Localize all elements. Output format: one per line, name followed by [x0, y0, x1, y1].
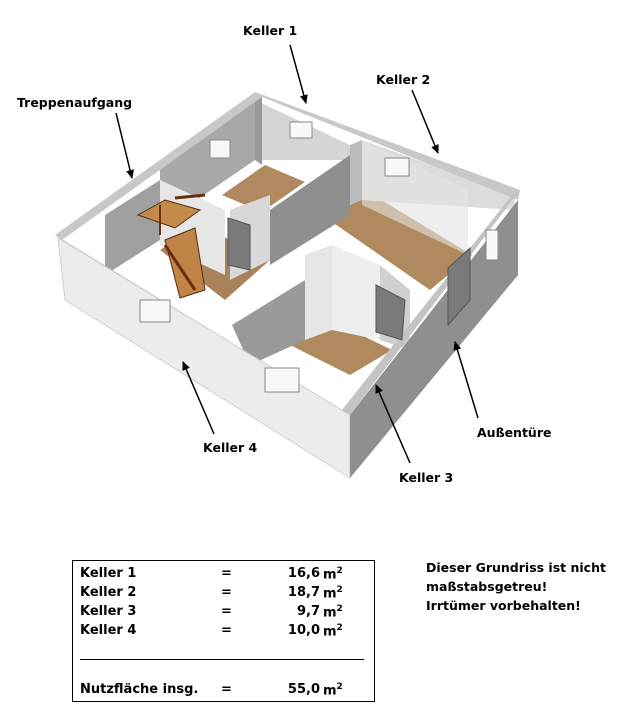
table-divider — [80, 659, 364, 660]
row-equals: = — [221, 585, 232, 600]
row-equals: = — [221, 623, 232, 638]
row-value: 18,7 — [287, 585, 320, 600]
row-name: Keller 2 — [80, 585, 137, 600]
row-equals: = — [221, 604, 232, 619]
row-unit: $m^2$ — [323, 623, 343, 640]
row-equals: = — [221, 566, 232, 581]
label-keller4: Keller 4 — [203, 440, 258, 455]
row-value: 10,0 — [287, 623, 320, 638]
table-total-row — [73, 682, 374, 700]
window-icon — [265, 368, 299, 392]
row-value: 9,7 — [296, 604, 320, 619]
total-unit: $m^2$ — [323, 682, 343, 699]
row-name: Keller 4 — [80, 623, 137, 638]
row-name: Keller 3 — [80, 604, 137, 619]
total-value: 55,0 — [287, 682, 320, 697]
row-unit: $m^2$ — [323, 566, 343, 583]
row-unit: $m^2$ — [323, 585, 343, 602]
note-line: Dieser Grundriss ist nicht — [426, 560, 606, 575]
row-name: Keller 1 — [80, 566, 137, 581]
label-treppenaufgang: Treppenaufgang — [17, 95, 133, 110]
table-row — [73, 585, 374, 603]
label-keller3: Keller 3 — [399, 470, 454, 485]
row-unit: $m^2$ — [323, 604, 343, 621]
label-aussentuer: Außentüre — [477, 425, 552, 440]
window-icon — [140, 300, 170, 322]
label-keller1: Keller 1 — [243, 23, 298, 38]
window-icon — [290, 122, 312, 138]
window-icon — [385, 158, 409, 176]
row-value: 16,6 — [287, 566, 320, 581]
total-name: Nutzfläche insg. — [80, 682, 199, 697]
label-keller2: Keller 2 — [376, 72, 431, 87]
note-line: maßstabsgetreu! — [426, 579, 548, 594]
total-equals: = — [221, 682, 232, 697]
window-icon — [486, 230, 498, 260]
note-line: Irrtümer vorbehalten! — [426, 598, 581, 613]
table-row — [73, 566, 374, 584]
area-table — [72, 560, 375, 702]
door-icon — [228, 218, 250, 270]
disclaimer-note — [426, 558, 606, 615]
window-icon — [210, 140, 230, 158]
table-row — [73, 623, 374, 641]
table-row — [73, 604, 374, 622]
